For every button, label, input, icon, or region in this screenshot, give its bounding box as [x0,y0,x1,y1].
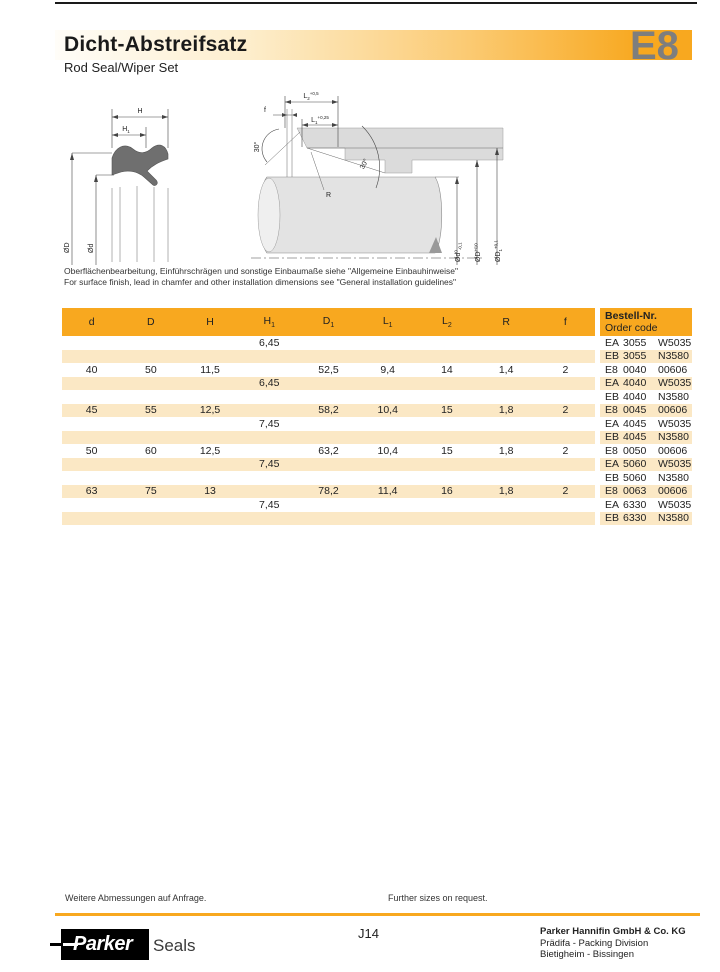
order-code-part: 3055 [623,336,647,349]
order-code-part: EB [605,431,620,444]
order-code-part: 00606 [658,485,688,498]
housing-shape [297,128,503,173]
order-code-cell [600,390,692,404]
table-cell: 55 [144,404,157,417]
installation-note [64,266,458,287]
table-cell: 75 [144,485,157,498]
column-header: $L_2$ [442,314,452,330]
company-city: Bietigheim - Bissingen [540,949,634,960]
order-code-part: EA [605,458,620,471]
parker-logo-wordmark: Parker [73,933,133,955]
order-code-part: 5060 [623,471,647,484]
table-cell: 2 [562,404,569,417]
column-header-subscript: 1 [330,322,335,330]
radius-label: R [326,192,332,199]
table-cell: 2 [562,444,569,457]
order-code-part: 00606 [658,363,688,376]
table-cell: 45 [85,404,98,417]
order-code-part: N3580 [658,390,689,403]
table-row-values [62,485,595,499]
order-code-part: 6330 [623,498,647,511]
table-cell: 15 [441,444,453,457]
order-code-part: W5035 [658,458,692,471]
dim-h-label: H [137,108,143,115]
order-code-part: EB [605,350,620,363]
order-code-part: EB [605,512,620,525]
order-code-part: 4040 [623,390,647,403]
table-cell: 1,8 [498,485,514,498]
table-cell: 6,45 [259,336,280,349]
order-code-part: W5035 [658,498,692,511]
order-code-part: 00606 [658,444,688,457]
table-row [62,363,692,377]
order-code-header [600,308,692,336]
table-cell: 7,45 [259,498,280,511]
column-header-subscript: 2 [447,322,452,330]
parker-logo [61,929,149,960]
column-header: $H_1$ [263,314,276,330]
column-header: d [88,316,95,328]
parker-logo-suffix: Seals [153,936,196,955]
order-code-cell [600,377,692,391]
table-row-values [62,336,595,350]
table-row [62,417,692,431]
column-header: f [563,316,567,328]
order-code-header-de: Bestell-Nr. [605,310,657,322]
table-row [62,444,692,458]
installation-note-de: Oberflächenbearbeitung, Einführschrägen und sonstige Einbaumaße siehe "Allgemeine Einbauhinweise" [64,266,458,276]
column-header: $L_1$ [382,314,393,330]
order-code-part: N3580 [658,471,689,484]
parker-logo-tail [50,943,61,946]
table-row-values [62,512,595,526]
order-code-part: EA [605,377,620,390]
order-code-part: W5035 [658,336,692,349]
table-cell: 40 [85,363,98,376]
seal-cross-section-drawing [58,95,263,275]
order-code-part: 4040 [623,377,647,390]
column-header-subscript: 1 [271,322,276,330]
table-header [62,308,692,336]
order-code-cell [600,350,692,364]
dim-l1-label: $L_1^{+0,25}$ [311,115,329,125]
table-cell: 16 [441,485,453,498]
table-cell: 13 [204,485,216,498]
table-row-values [62,390,595,404]
order-code-part: N3580 [658,350,689,363]
page-title: Dicht-Abstreifsatz [64,33,248,56]
table-row [62,390,692,404]
table-cell: 2 [562,485,569,498]
order-code-part: E8 [605,363,618,376]
section-code: E8 [630,24,679,68]
page-subtitle: Rod Seal/Wiper Set [64,60,179,75]
footer-rule [55,913,700,916]
order-code-cell [600,485,692,499]
order-code-part: 0045 [623,404,647,417]
table-row [62,485,692,499]
table-row [62,377,692,391]
table-row-values [62,404,595,418]
order-code-part: 0063 [623,485,647,498]
table-row-values [62,377,595,391]
dim-d-label: Ød [88,243,95,253]
order-code-cell [600,417,692,431]
table-row [62,350,692,364]
table-cell: 12,5 [199,404,221,417]
table-body [62,336,692,525]
table-cell: 10,4 [377,444,398,457]
order-code-part: 4045 [623,417,647,430]
angle-right-label: 30° [359,157,371,171]
angle-left-label: 30° [254,141,261,153]
order-code-part: E8 [605,444,618,457]
dim-l2-label: $L_2^{+0,5}$ [303,91,319,101]
table-row [62,336,692,350]
table-cell: 15 [441,404,453,417]
table-cell: 9,4 [380,363,395,376]
company-name: Parker Hannifin GmbH & Co. KG [540,926,686,937]
dim-rod-diameter-label: $Ød^0_{-0,1}$ [453,242,463,262]
order-code-cell [600,512,692,526]
table-row [62,458,692,472]
column-header: R [502,316,510,328]
order-code-cell [600,498,692,512]
order-code-part: 0050 [623,444,647,457]
table-row-values [62,350,595,364]
order-code-part: N3580 [658,431,689,444]
table-cell: 1,8 [498,404,514,417]
table-row [62,404,692,418]
order-code-part: N3580 [658,512,689,525]
table-row-values [62,417,595,431]
table-row-values [62,498,595,512]
dim-wiper-bore-label: $ØD_1^{+0,1}$ [493,240,503,262]
order-code-part: 3055 [623,350,647,363]
table-row-values [62,444,595,458]
table-row-values [62,458,595,472]
order-code-part: E8 [605,485,618,498]
order-code-part: EA [605,498,620,511]
order-code-header-en: Order code [605,322,658,334]
table-cell: 50 [144,363,157,376]
installation-note-en: For surface finish, lead in chamfer and other installation dimensions see "General installation guidelines" [64,276,457,287]
table-cell: 10,4 [377,404,398,417]
table-cell: 6,45 [259,377,280,390]
company-division: Prädifa - Packing Division [540,937,649,949]
order-code-part: EB [605,390,620,403]
column-header-subscript: 1 [388,322,393,330]
table-cell: 12,5 [199,444,221,457]
table-cell: 63,2 [318,444,339,457]
table-cell: 11,4 [377,485,398,498]
order-code-cell [600,404,692,418]
order-code-cell [600,471,692,485]
table-row-values [62,431,595,445]
order-code-cell [600,458,692,472]
order-code-part: EB [605,471,620,484]
table-cell: 7,45 [259,458,280,471]
dim-od-label: ØD [64,242,71,253]
order-code-part: 6330 [623,512,647,525]
table-cell: 7,45 [259,417,280,430]
table-header-cells [62,308,595,336]
rod-end-face [258,178,280,252]
dim-bore-diameter-label: $ØD^{H10}$ [473,243,482,262]
order-code-part: EA [605,417,620,430]
order-code-part: W5035 [658,377,692,390]
table-row-values [62,471,595,485]
top-rule [55,2,697,4]
table-cell: 14 [441,363,453,376]
column-header: H [206,316,214,328]
table-cell: 52,5 [318,363,339,376]
page-number: J14 [358,926,379,941]
table-cell: 11,5 [200,363,220,376]
table-cell: 63 [85,485,98,498]
table-row [62,431,692,445]
order-code-part: EA [605,336,620,349]
table-cell: 78,2 [318,485,339,498]
order-code-part: 4045 [623,431,647,444]
dim-f-label: f [264,107,266,114]
table-cell: 50 [85,444,98,457]
order-code-part: 0040 [623,363,647,376]
order-code-part: 00606 [658,404,688,417]
table-row [62,512,692,526]
column-header: D [147,316,155,328]
table-row-values [62,363,595,377]
footer-note-english: Further sizes on request. [388,893,488,903]
order-code-part: 5060 [623,458,647,471]
seal-profile-shape [112,145,168,185]
table-cell: 60 [144,444,157,457]
table-cell: 1,8 [498,444,514,457]
order-code-cell [600,444,692,458]
table-row [62,471,692,485]
footer-note-german: Weitere Abmessungen auf Anfrage. [65,893,207,903]
table-cell: 58,2 [318,404,339,417]
order-code-cell [600,431,692,445]
company-address [540,926,686,961]
order-code-part: E8 [605,404,618,417]
column-header: $D_1$ [322,314,335,330]
table-cell: 1,4 [498,363,514,376]
installation-drawing [245,85,520,275]
dimensions-table [62,308,692,525]
rod-shape [260,177,442,253]
order-code-cell [600,363,692,377]
order-code-part: W5035 [658,417,692,430]
table-row [62,498,692,512]
order-code-cell [600,336,692,350]
dim-h1-label: $H_1$ [122,126,130,134]
table-cell: 2 [562,363,569,376]
